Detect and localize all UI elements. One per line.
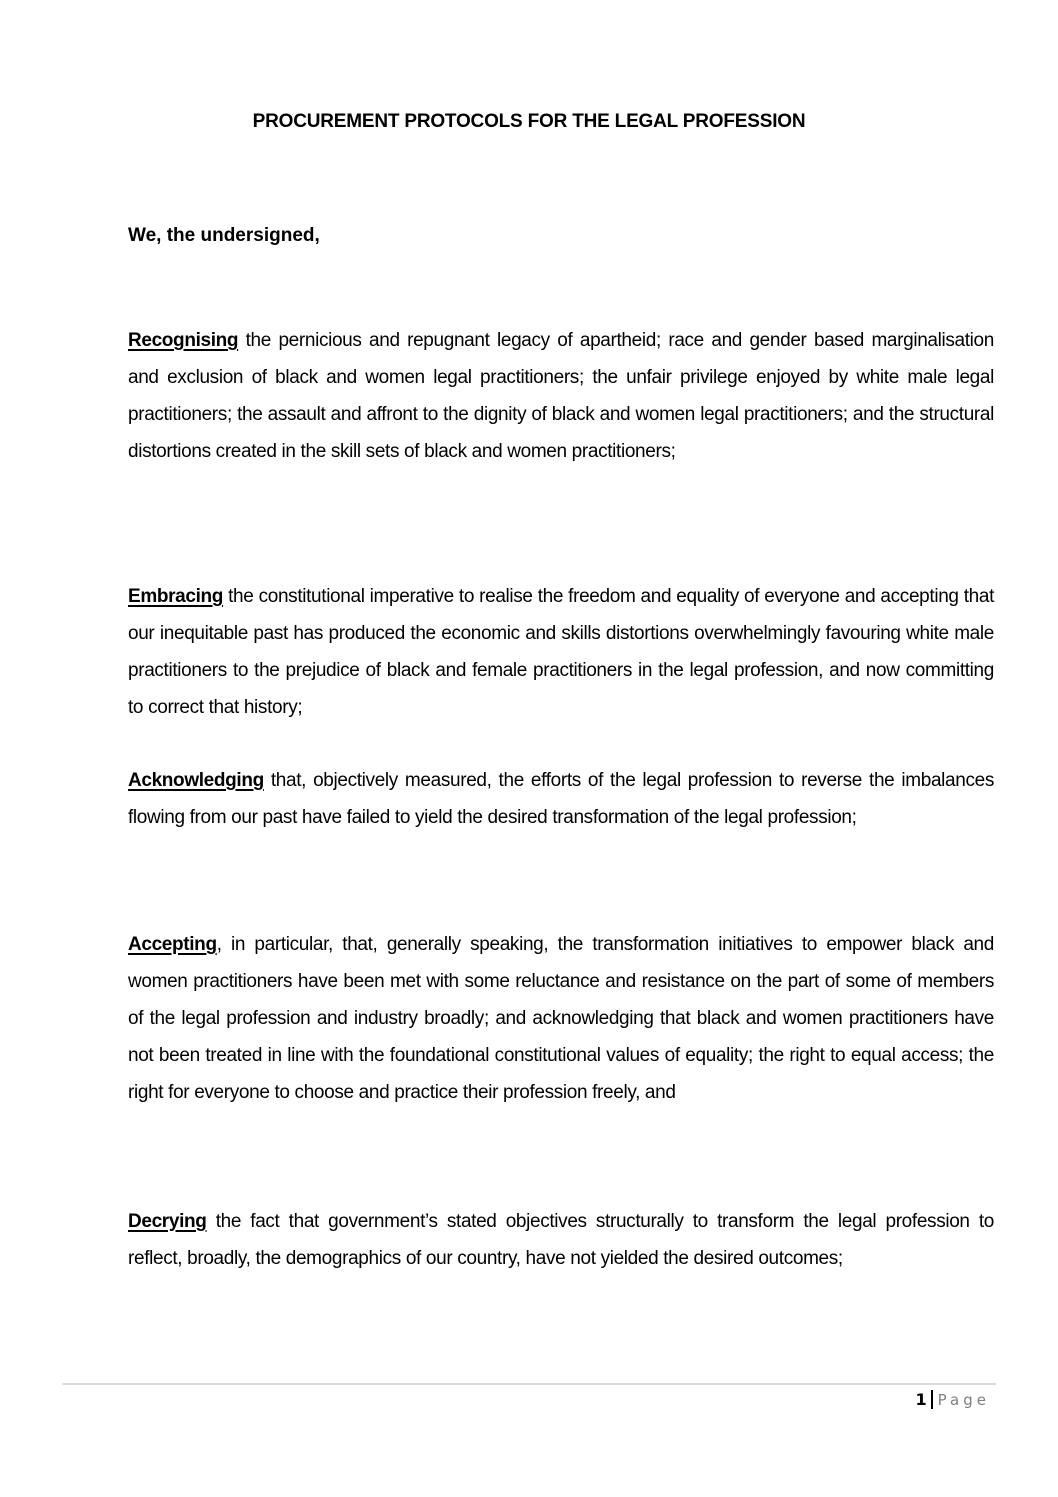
- page-separator: [931, 1390, 933, 1409]
- paragraph-text: , in particular, that, generally speaking, the transformation initiatives to empower black and women practitioners have been met with some reluctance and resistance on the part of some of members of the legal profession and industry broadly; and acknowledging that black and women practitioners have not been treated in line with the foundational constitutional values of equality; the right to equal access; the right for everyone to choose and practice their profession freely, and: [128, 934, 994, 1103]
- document-title: PROCUREMENT PROTOCOLS FOR THE LEGAL PROFESSION: [252, 111, 806, 132]
- paragraph-text: the pernicious and repugnant legacy of apartheid; race and gender based marginalisation and exclusion of black and women legal practitioners; the unfair privilege enjoyed by white male legal practitioners; the assault and affront to the dignity of black and women legal practitioners; and the structural distortions created in the skill sets of black and women practitioners;: [128, 330, 994, 462]
- paragraph-keyword: Embracing: [128, 586, 224, 607]
- page-number: 1: [915, 1390, 927, 1409]
- paragraph-text: the fact that government’s stated objectives structurally to transform the legal profession to reflect, broadly, the demographics of our country, have not yielded the desired outcomes;: [128, 1211, 994, 1269]
- paragraph-decrying: [128, 1203, 994, 1277]
- page-label: Page: [937, 1390, 990, 1409]
- paragraph-keyword: Accepting: [128, 934, 217, 955]
- paragraph-keyword: Decrying: [128, 1211, 207, 1232]
- footer-divider: [62, 1383, 996, 1385]
- page-footer: [916, 1390, 990, 1409]
- paragraph-text: that, objectively measured, the efforts of the legal profession to reverse the imbalances flowing from our past have failed to yield the desired transformation of the legal profession;: [128, 770, 994, 828]
- paragraph-keyword: Recognising: [128, 330, 239, 351]
- paragraph-text: the constitutional imperative to realise the freedom and equality of everyone and accepting that our inequitable past has produced the economic and skills distortions overwhelmingly favouring white male practitioners to the prejudice of black and female practitioners in the legal profession, and now committing to correct that history;: [128, 586, 994, 718]
- paragraph-acknowledging: [128, 762, 994, 836]
- paragraph-recognising: [128, 322, 994, 470]
- paragraph-keyword: Acknowledging: [128, 770, 264, 791]
- paragraph-embracing: [128, 578, 994, 726]
- greeting-line: We, the undersigned,: [128, 225, 320, 246]
- paragraph-accepting: [128, 926, 994, 1111]
